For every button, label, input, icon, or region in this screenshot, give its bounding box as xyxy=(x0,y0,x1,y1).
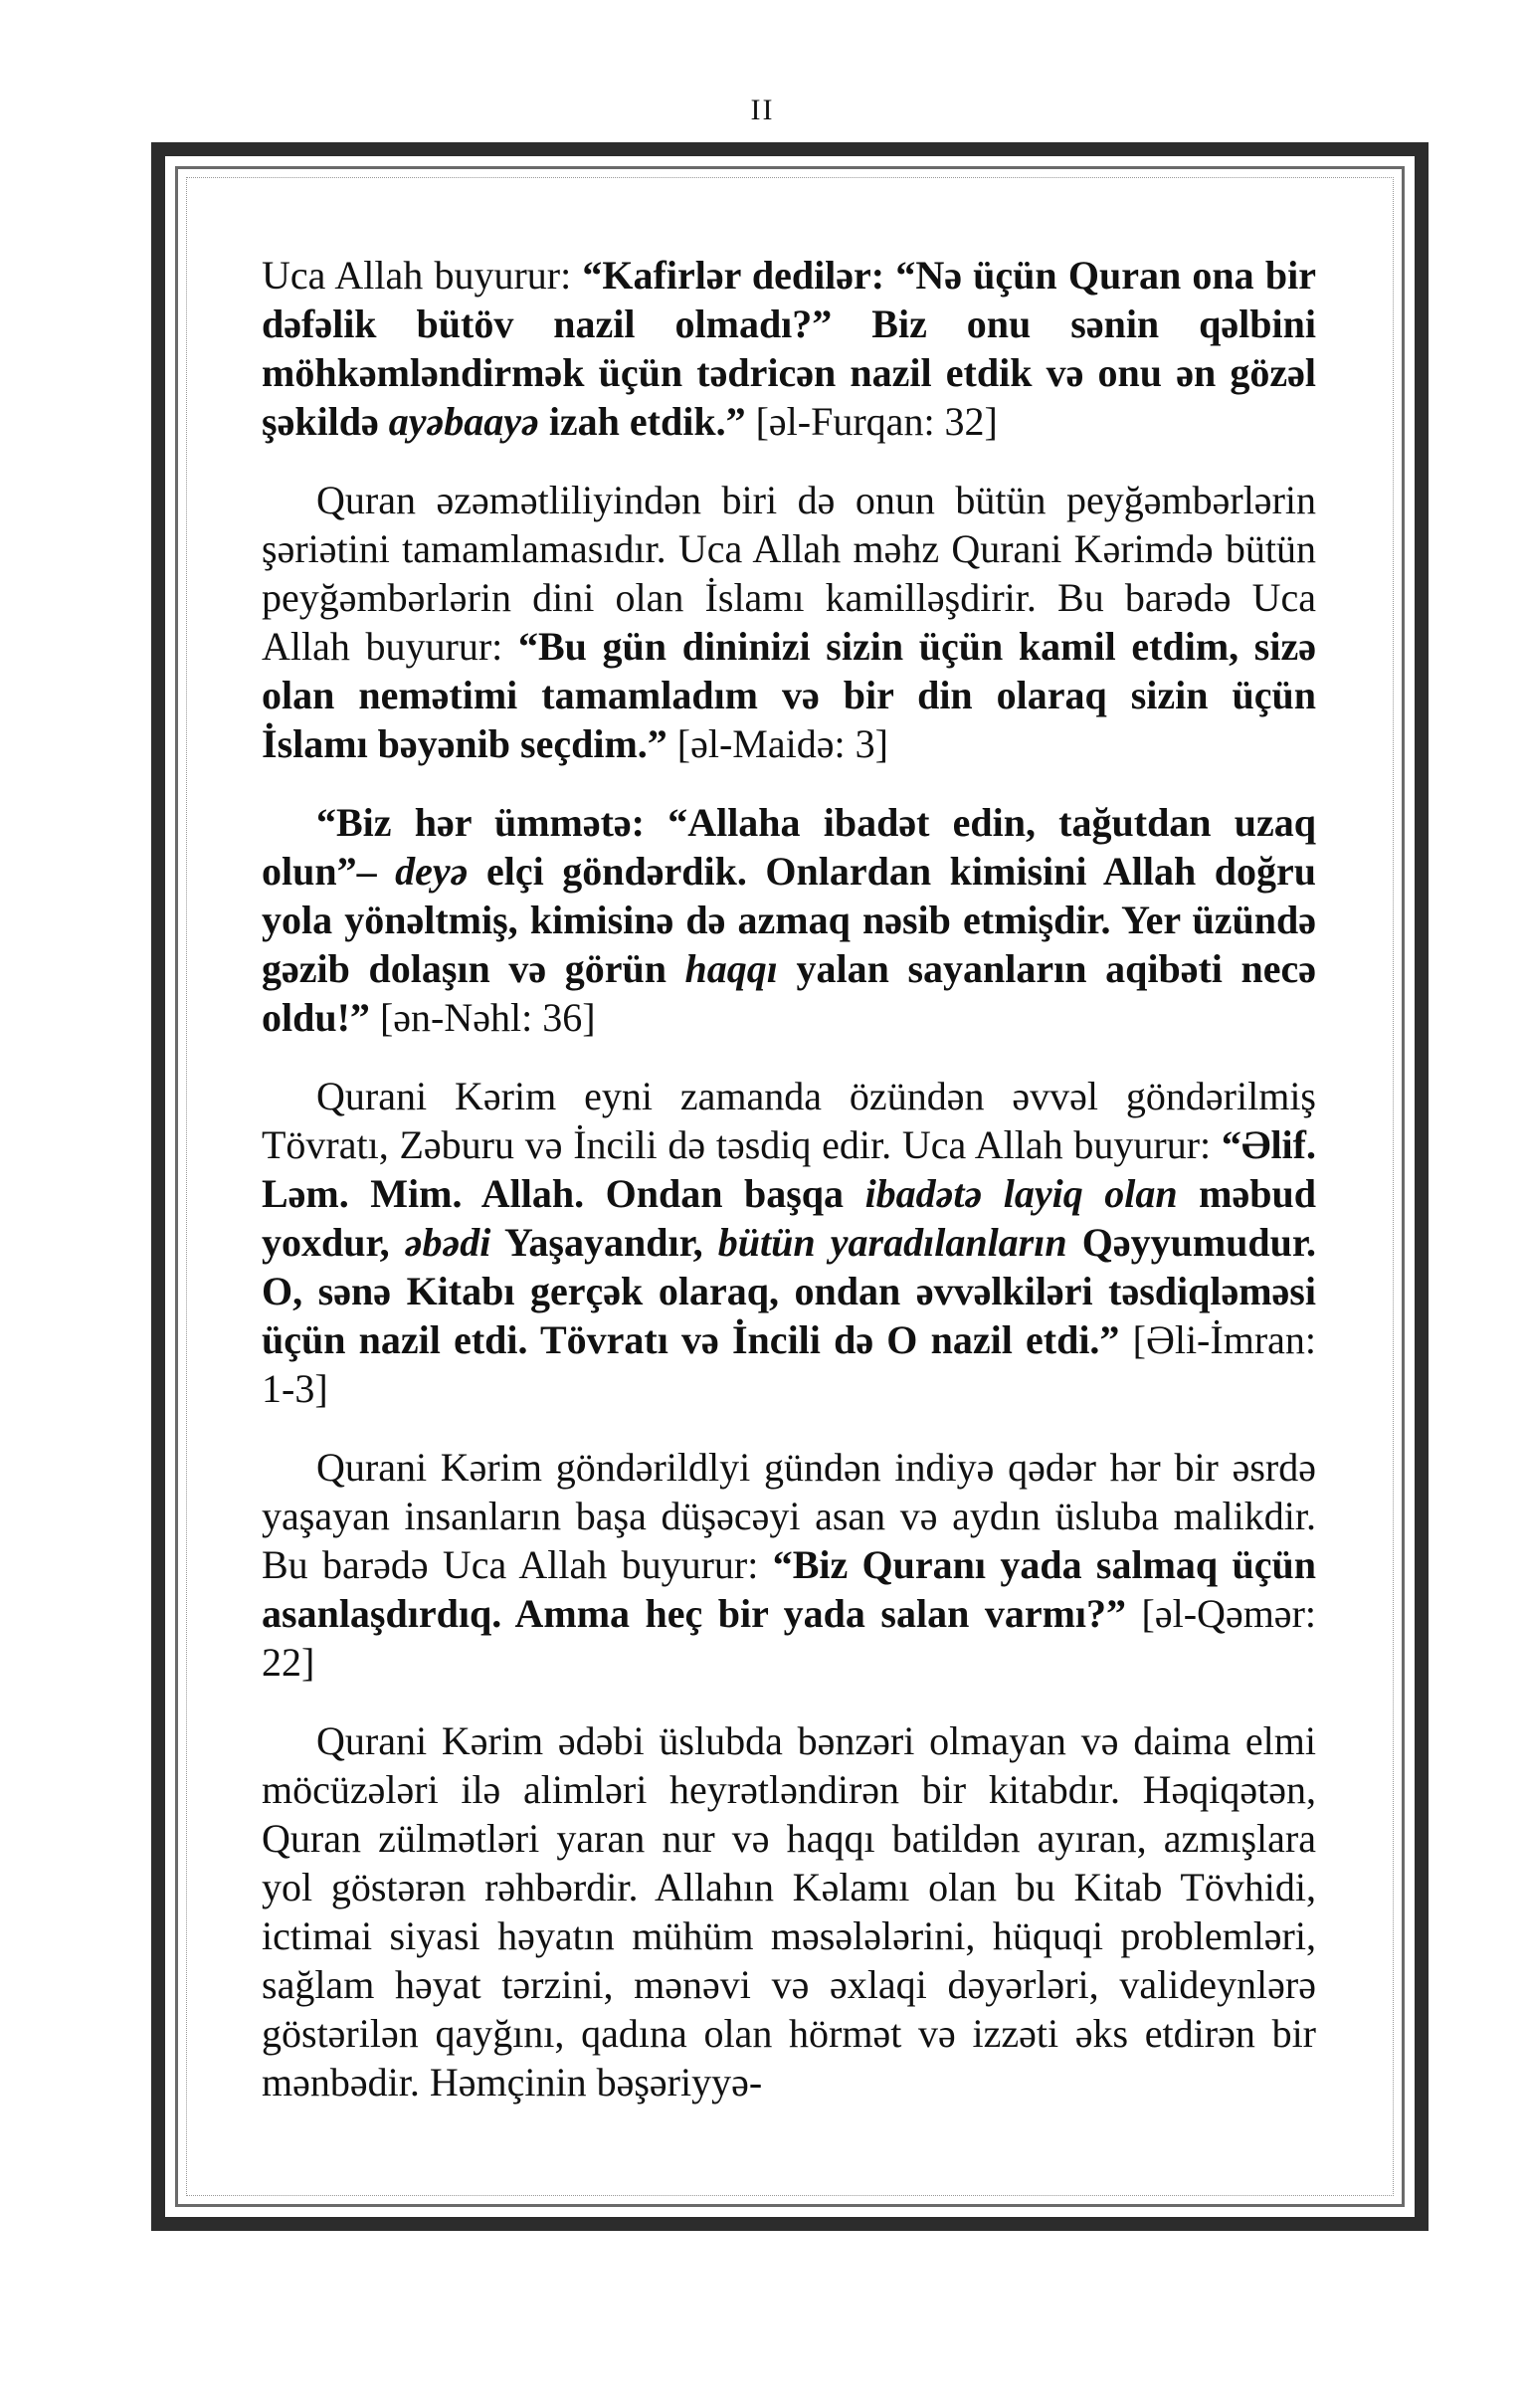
text-run: Quran əzəmətliliyindən biri də onun bütün peyğəmbərlərin şəriətini tamamlamasıdır. Uca Allah məhz Qurani Kərimdə bütün peyğəmbərlərin dini olan İslamı kamilləşdirir. Bu barədə Uca Allah buyurur: xyxy=(262,478,1316,669)
emphasized-text-run: yalan sayanların aqibəti necə oldu!” xyxy=(262,946,1316,1040)
text-run: Qurani Kərim eyni zamanda özündən əvvəl göndərilmiş Tövratı, Zəburu və İncili də təsdiq edir. Uca Allah buyurur: xyxy=(262,1074,1316,1167)
paragraph xyxy=(262,476,1316,768)
emphasized-text-run: “Biz hər ümmətə: “Allaha ibadət edin, tağutdan uzaq olun”– xyxy=(262,800,1316,894)
emphasized-text-run: elçi göndərdik. Onlardan kimisini Allah doğru yola yönəltmiş, kimisinə də azmaq nəsib etmişdir. Yer üzündə gəzib dolaşın və görün xyxy=(262,849,1316,991)
emphasized-text-run: “Kafirlər dedilər: “Nə üçün Quran ona bir dəfəlik bütöv nazil olmadı?” Biz onu sənin qəlbini möhkəmləndirmək üçün tədricən nazil etdik və onu ən gözəl şəkildə xyxy=(262,253,1316,444)
paragraph xyxy=(262,1443,1316,1687)
emphasized-text-run: məbud yoxdur, xyxy=(262,1171,1316,1265)
text-run: [əl-Furqan: 32] xyxy=(745,399,998,444)
emphasized-text-run: Yaşayandır, xyxy=(490,1220,718,1265)
text-run: [ən-Nəhl: 36] xyxy=(369,995,596,1040)
text-run: Uca Allah buyurur: xyxy=(262,253,583,298)
text-run: [əl-Qəmər: 22] xyxy=(262,1591,1316,1685)
paragraph xyxy=(262,1072,1316,1413)
page-number: II xyxy=(750,94,775,126)
text-run: [əl-Maidə: 3] xyxy=(667,721,888,766)
emphasized-text-run: izah etdik.” xyxy=(538,399,746,444)
paragraph xyxy=(262,1716,1316,2107)
text-run: Qurani Kərim ədəbi üslubda bənzəri olmayan və daima elmi möcüzələri ilə alimləri heyrətləndirən bir kitabdır. Həqiqətən, Quran zülmətləri yaran nur və haqqı batildən ayıran, azmışlara yol göstərən rəhbərdir. Allahın Kəlamı olan bu Kitab Tövhidi, ictimai siyasi həyatın mühüm məsələlərini, hüquqi problemləri, sağlam həyat tərzini, mənəvi və əxlaqi dəyərləri, valideynlərə göstərilən qayğını, qadına olan hörmət və izzəti əks etdirən bir mənbədir. Həmçinin bəşəriyyə- xyxy=(262,1718,1316,2105)
page-text xyxy=(262,251,1316,2136)
emphasized-text-run: ibadətə layiq olan xyxy=(864,1171,1178,1216)
paragraph xyxy=(262,251,1316,446)
emphasized-text-run: “Bu gün dininizi sizin üçün kamil etdim, sizə olan nemətimi tamamladım və bir din olaraq sizin üçün İslamı bəyənib seçdim.” xyxy=(262,624,1316,766)
emphasized-text-run: “Əlif. Ləm. Mim. Allah. Ondan başqa xyxy=(262,1122,1316,1216)
emphasized-text-run: bütün yaradılanların xyxy=(717,1220,1067,1265)
emphasized-text-run: haqqı xyxy=(684,946,778,991)
paragraph xyxy=(262,798,1316,1042)
text-run: Qurani Kərim göndərildlyi gündən indiyə qədər hər bir əsrdə yaşayan insanların başa düşəcəyi asan və aydın üsluba malikdir. Bu barədə Uca Allah buyurur: xyxy=(262,1445,1316,1587)
emphasized-text-run: əbədi xyxy=(404,1220,491,1265)
emphasized-text-run: ayəbaayə xyxy=(388,399,539,444)
text-run: [Əli-İmran: 1-3] xyxy=(262,1317,1317,1411)
emphasized-text-run: Qəyyumudur. O, sənə Kitabı gerçək olaraq, ondan əvvəlkiləri təsdiqləməsi üçün nazil etdi. Tövratı və İncili də O nazil etdi.” xyxy=(262,1220,1316,1362)
emphasized-text-run: deyə xyxy=(395,849,469,894)
emphasized-text-run: “Biz Quranı yada salmaq üçün asanlaşdırdıq. Amma heç bir yada salan varmı?” xyxy=(262,1542,1316,1636)
